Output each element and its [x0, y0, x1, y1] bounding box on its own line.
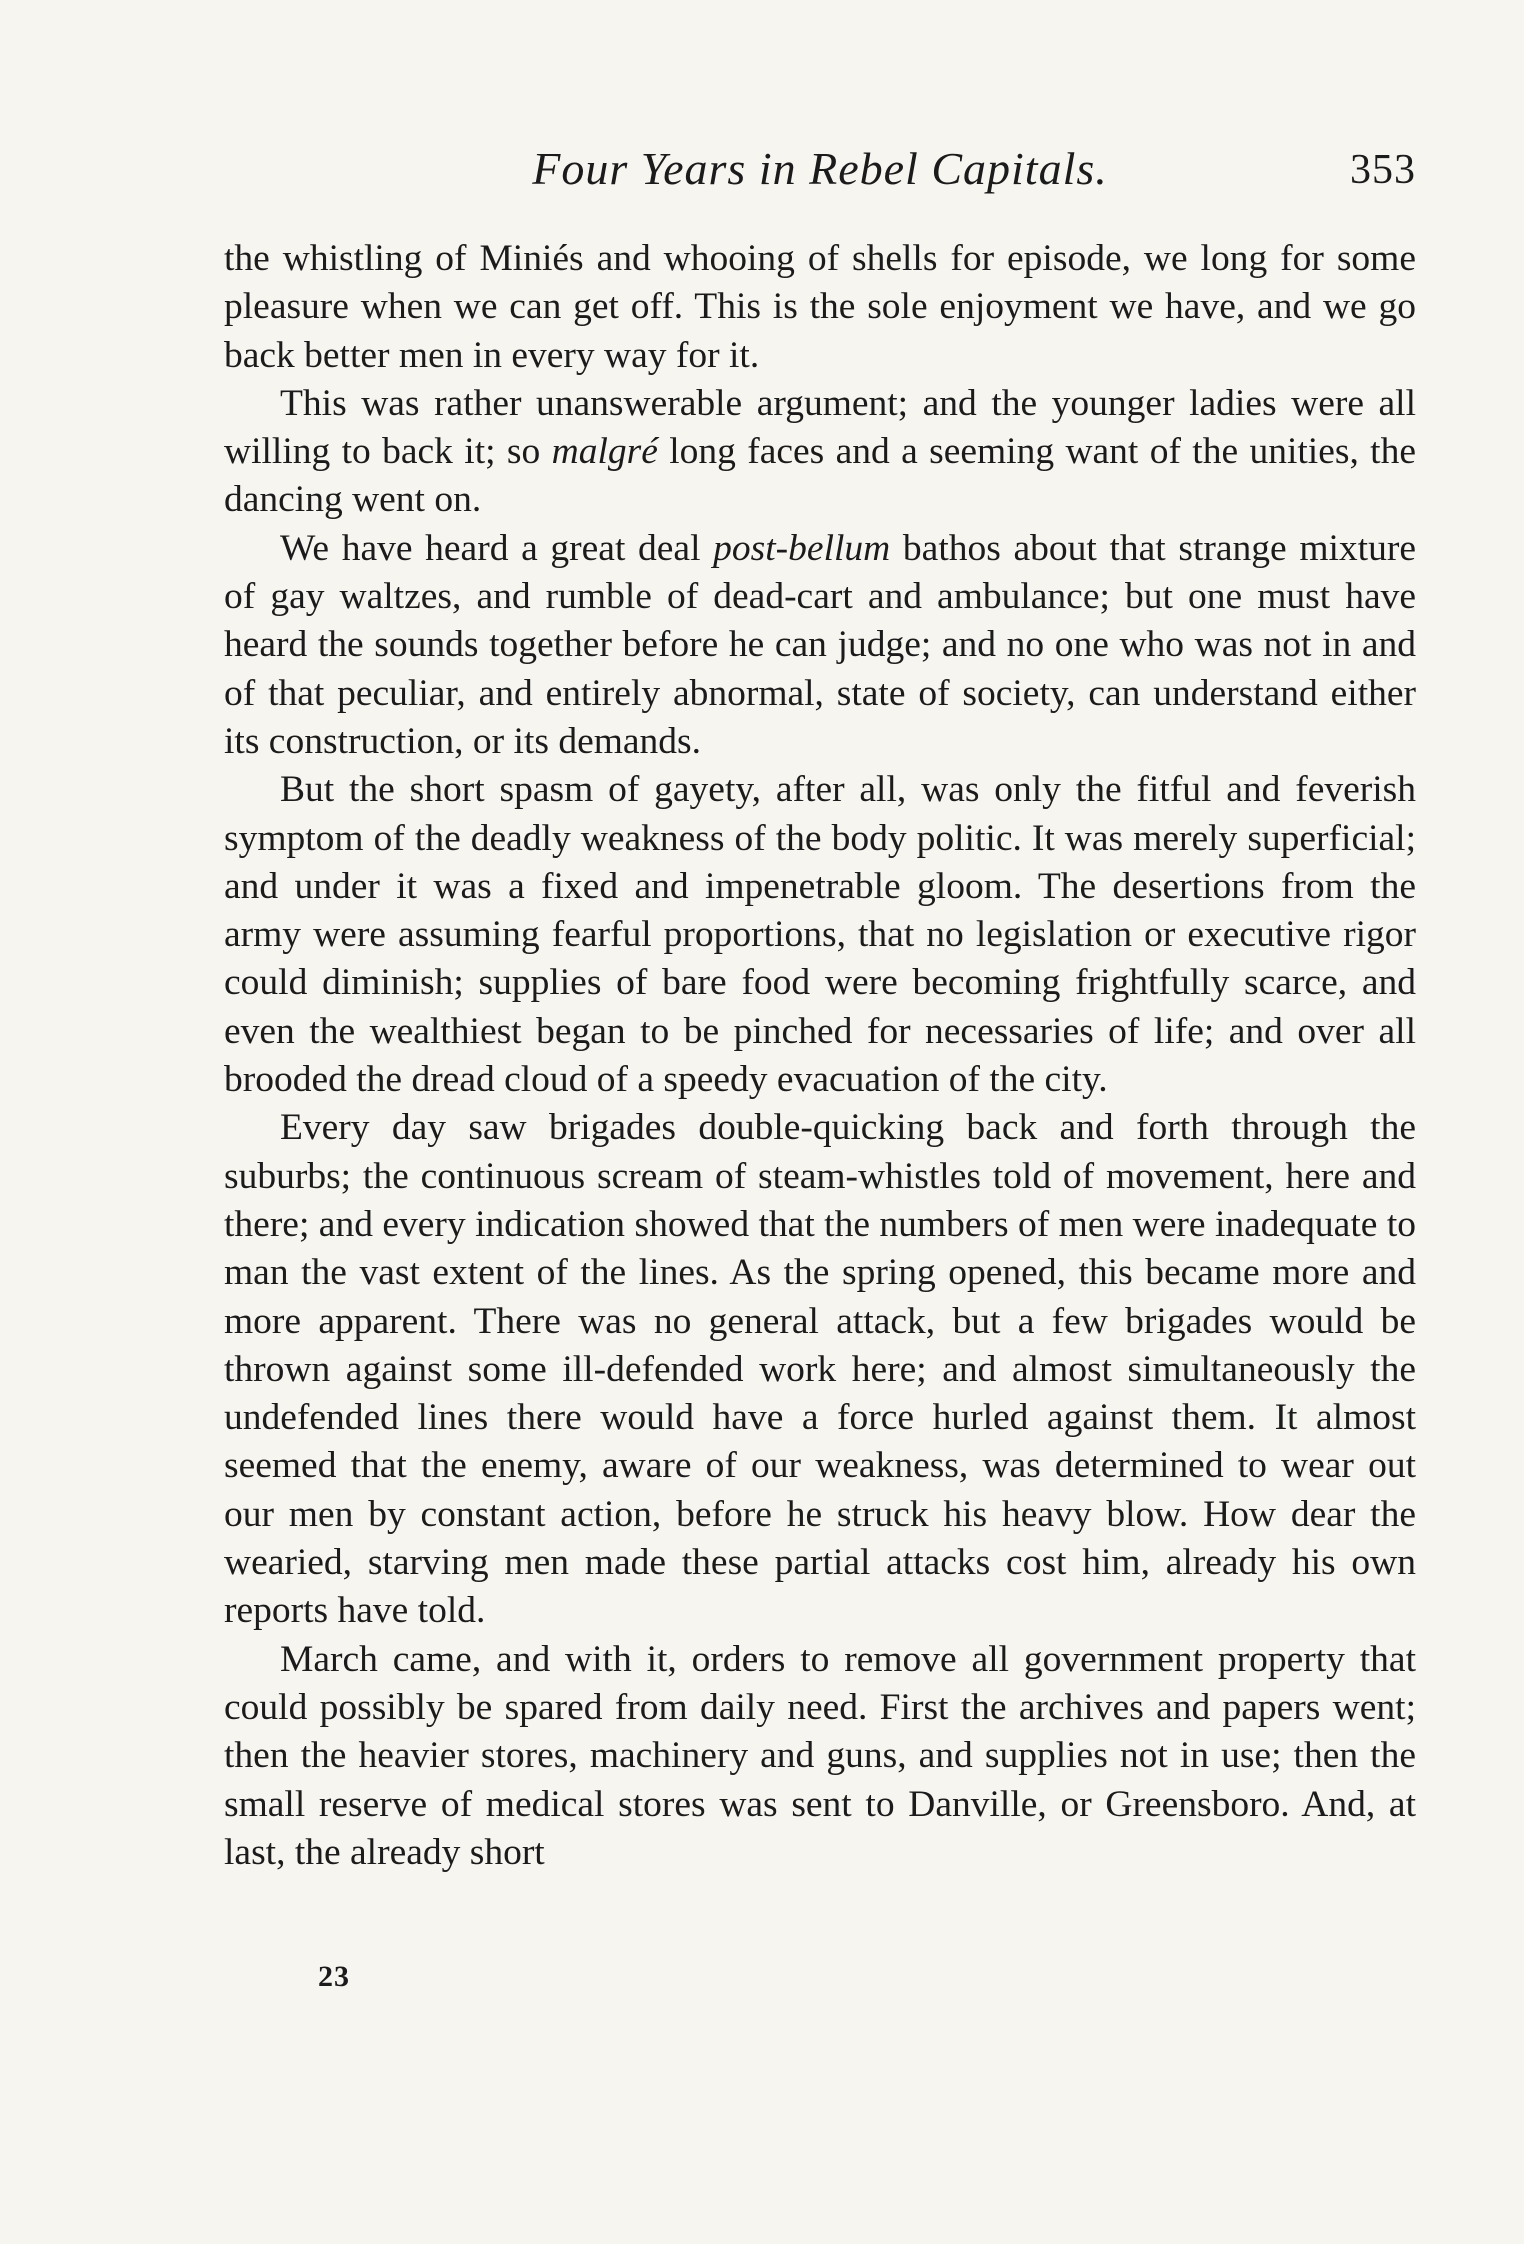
text-run: Every day saw brigades double-quicking back and forth through the suburbs; the continuous scream of steam-whistles told of movement, here and there; and every indication showed that the numbers of men were inadequate to man the vast extent of the lines. As the spring opened, this became more and more apparent. There was no general attack, but a few brigades would be thrown against some ill-defended work here; and almost simultaneously the undefended lines there would have a force hurled against them. It almost seemed that the enemy, aware of our weakness, was determined to wear out our men by constant action, before he struck his heavy blow. How dear the wearied, starving men made these partial attacks cost him, already his own reports have told.: [224, 1107, 1416, 1632]
paragraph: [224, 1104, 1416, 1635]
text-run: This was rather unanswerable argument; and the younger ladies were all willing to back it; so: [224, 382, 1416, 473]
text-run: We have heard a great deal: [280, 527, 714, 569]
paragraph: [224, 380, 1416, 525]
signature-mark: 23: [318, 1960, 350, 1993]
italic-run: malgré: [551, 431, 658, 473]
paragraph: [224, 525, 1416, 766]
running-title: Four Years in Rebel Capitals.: [532, 143, 1108, 194]
text-run: the whistling of Miniés and whooing of shells for episode, we long for some pleasure when we can get off. This is the sole enjoyment we have, and we go back better men in every way for it.: [224, 238, 1416, 376]
running-head: [224, 142, 1416, 202]
paragraph-continued: [224, 235, 1416, 380]
text-run: bathos about that strange mixture of gay waltzes, and rumble of dead-cart and ambulance; but one must have heard the sounds together before he can judge; and no one who was not in and of that peculiar, and entirely abnormal, state of society, can understand either its construction, or its demands.: [224, 527, 1416, 762]
text-run: March came, and with it, orders to remove all government property that could possibly be spared from daily need. First the archives and papers went; then the heavier stores, machinery and guns, and supplies not in use; then the small reserve of medical stores was sent to Danville, or Greensboro. And, at last, the already short: [224, 1638, 1416, 1873]
paragraph: [224, 1636, 1416, 1877]
italic-run: post-bellum: [713, 527, 891, 569]
page-number: 353: [1350, 147, 1416, 193]
body-text: [224, 235, 1416, 1877]
paragraph: [224, 766, 1416, 1104]
text-run: long faces and a seeming want of the unities, the dancing went on.: [224, 431, 1416, 521]
text-run: But the short spasm of gayety, after all, was only the fitful and feverish symptom of the deadly weakness of the body politic. It was merely superficial; and under it was a fixed and impenetrable gloom. The desertions from the army were assuming fearful proportions, that no legislation or executive rigor could diminish; supplies of bare food were becoming frightfully scarce, and even the wealthiest began to be pinched for necessaries of life; and over all brooded the dread cloud of a speedy evacuation of the city.: [224, 769, 1416, 1101]
